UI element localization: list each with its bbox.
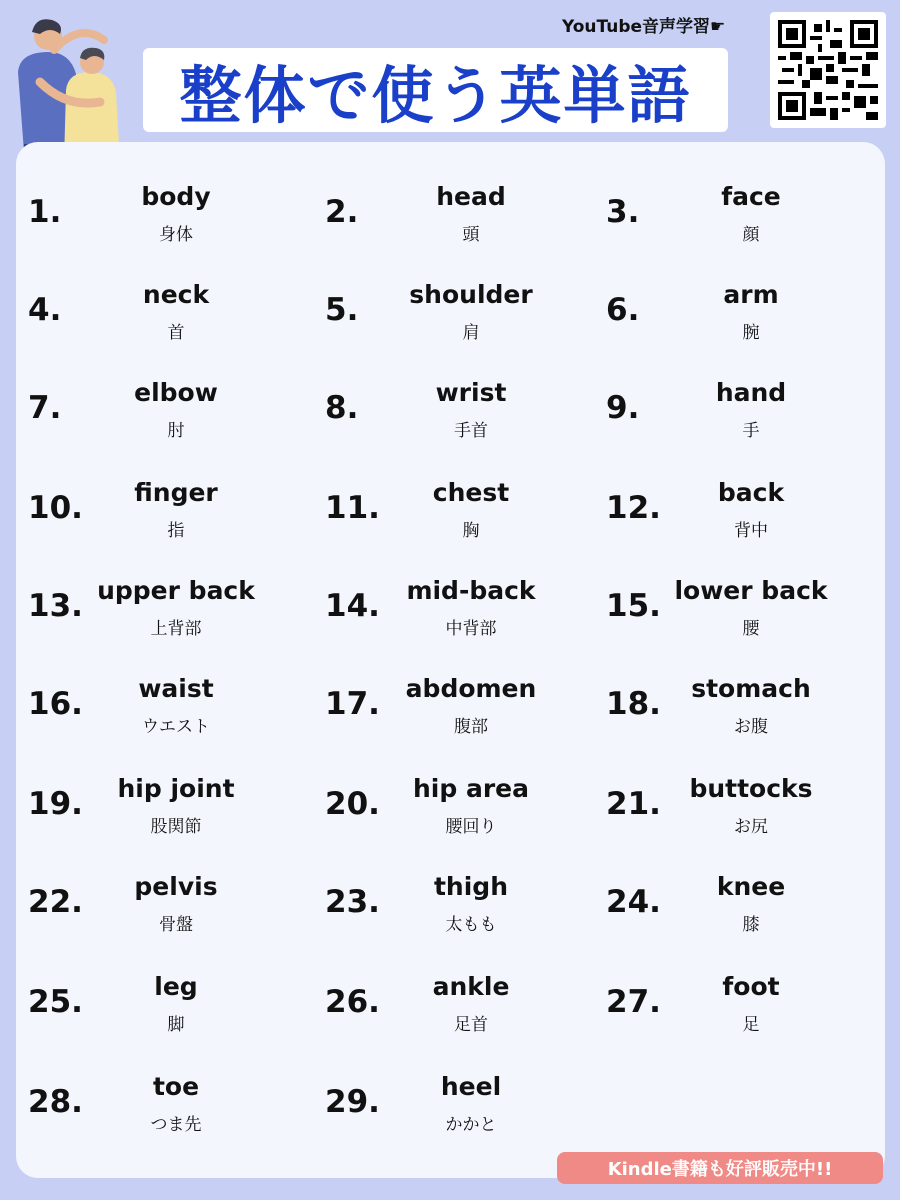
vocab-number: 25. xyxy=(28,984,83,1020)
vocab-number: 27. xyxy=(606,984,661,1020)
vocab-japanese-meaning: 手首 xyxy=(454,421,488,441)
vocab-entry xyxy=(28,180,308,260)
vocab-japanese-meaning: 指 xyxy=(167,521,185,541)
vocab-english-word: thigh xyxy=(433,872,508,901)
vocab-number: 9. xyxy=(606,390,640,426)
vocab-english-word: pelvis xyxy=(134,872,218,901)
vocab-japanese-meaning: ウエスト xyxy=(142,717,210,737)
vocab-number: 19. xyxy=(28,786,83,822)
vocab-japanese-meaning: お腹 xyxy=(734,717,768,737)
vocab-entry xyxy=(28,476,308,556)
vocab-number: 26. xyxy=(325,984,380,1020)
vocab-number: 29. xyxy=(325,1084,380,1120)
vocab-number: 20. xyxy=(325,786,380,822)
page-title xyxy=(143,48,728,132)
vocab-number: 7. xyxy=(28,390,62,426)
vocab-entry xyxy=(325,970,605,1050)
vocab-english-word: wrist xyxy=(435,378,507,407)
vocab-entry xyxy=(606,772,886,852)
vocab-english-word: hip area xyxy=(413,774,529,803)
vocab-entry xyxy=(325,376,605,456)
vocab-number: 17. xyxy=(325,686,380,722)
vocab-english-word: shoulder xyxy=(409,280,533,309)
vocab-number: 15. xyxy=(606,588,661,624)
vocab-entry xyxy=(325,476,605,556)
vocab-english-word: mid-back xyxy=(406,576,536,605)
vocab-number: 23. xyxy=(325,884,380,920)
vocab-japanese-meaning: 足 xyxy=(742,1015,760,1035)
vocab-entry xyxy=(325,278,605,358)
vocab-japanese-meaning: 手 xyxy=(742,421,760,441)
vocab-japanese-meaning: 骨盤 xyxy=(159,915,193,935)
vocab-entry xyxy=(325,870,605,950)
vocab-entry xyxy=(606,278,886,358)
vocab-entry xyxy=(28,970,308,1050)
vocab-english-word: lower back xyxy=(674,576,828,605)
vocab-japanese-meaning: 背中 xyxy=(734,521,768,541)
vocab-japanese-meaning: 首 xyxy=(167,323,185,343)
vocab-entry xyxy=(28,772,308,852)
vocab-number: 14. xyxy=(325,588,380,624)
vocab-english-word: stomach xyxy=(691,674,811,703)
vocab-number: 11. xyxy=(325,490,380,526)
vocab-number: 1. xyxy=(28,194,62,230)
kindle-promo-text: Kindle書籍も好評販売中!! xyxy=(607,1159,833,1180)
vocab-japanese-meaning: お尻 xyxy=(734,817,768,837)
vocab-japanese-meaning: 頭 xyxy=(462,225,480,245)
vocab-english-word: toe xyxy=(152,1072,200,1101)
vocab-japanese-meaning: 腹部 xyxy=(454,717,488,737)
vocab-entry xyxy=(28,376,308,456)
vocab-japanese-meaning: 太もも xyxy=(445,915,497,935)
vocab-english-word: hand xyxy=(715,378,787,407)
vocab-entry xyxy=(28,278,308,358)
vocab-number: 18. xyxy=(606,686,661,722)
vocab-english-word: knee xyxy=(716,872,786,901)
vocab-entry xyxy=(325,574,605,654)
header xyxy=(0,0,900,160)
vocab-number: 10. xyxy=(28,490,83,526)
vocab-entry xyxy=(606,870,886,950)
vocab-japanese-meaning: 腕 xyxy=(742,323,760,343)
vocab-number: 24. xyxy=(606,884,661,920)
vocab-number: 22. xyxy=(28,884,83,920)
vocab-japanese-meaning: 肩 xyxy=(462,323,480,343)
vocab-japanese-meaning: 足首 xyxy=(454,1015,488,1035)
vocab-entry xyxy=(606,180,886,260)
vocab-japanese-meaning: 顔 xyxy=(742,225,760,245)
vocab-entry xyxy=(325,180,605,260)
vocab-english-word: head xyxy=(436,182,506,211)
vocab-entry xyxy=(606,672,886,752)
vocab-english-word: upper back xyxy=(97,576,255,605)
vocab-entry xyxy=(325,672,605,752)
vocab-english-word: elbow xyxy=(134,378,218,407)
vocab-english-word: chest xyxy=(432,478,510,507)
vocab-japanese-meaning: 上背部 xyxy=(150,619,202,639)
vocab-english-word: back xyxy=(717,478,785,507)
vocab-number: 4. xyxy=(28,292,62,328)
vocab-english-word: body xyxy=(141,182,211,211)
vocab-entry xyxy=(28,1070,308,1150)
vocab-english-word: foot xyxy=(722,972,780,1001)
vocab-english-word: abdomen xyxy=(405,674,537,703)
vocab-japanese-meaning: 胸 xyxy=(462,521,480,541)
vocab-entry xyxy=(606,476,886,556)
vocab-entry xyxy=(325,772,605,852)
page-title-text: 整体で使う英単語 xyxy=(179,58,692,132)
vocab-japanese-meaning: 脚 xyxy=(167,1015,185,1035)
vocab-entry xyxy=(606,574,886,654)
vocab-english-word: arm xyxy=(723,280,779,309)
vocab-number: 2. xyxy=(325,194,359,230)
vocab-number: 6. xyxy=(606,292,640,328)
vocab-number: 21. xyxy=(606,786,661,822)
vocab-japanese-meaning: 腰 xyxy=(742,619,760,639)
vocab-english-word: leg xyxy=(154,972,198,1001)
vocab-english-word: finger xyxy=(134,478,218,507)
youtube-audio-label: YouTube音声学習☛ xyxy=(562,17,726,37)
vocab-japanese-meaning: つま先 xyxy=(150,1115,202,1135)
vocab-japanese-meaning: 腰回り xyxy=(445,817,497,837)
vocab-number: 3. xyxy=(606,194,640,230)
vocab-english-word: waist xyxy=(138,674,214,703)
vocab-number: 12. xyxy=(606,490,661,526)
vocab-japanese-meaning: 股関節 xyxy=(150,817,202,837)
vocab-number: 16. xyxy=(28,686,83,722)
vocab-english-word: heel xyxy=(440,1072,502,1101)
vocabulary-card xyxy=(16,142,885,1178)
vocab-japanese-meaning: 中背部 xyxy=(445,619,497,639)
vocab-japanese-meaning: 肘 xyxy=(167,421,185,441)
vocab-entry xyxy=(606,376,886,456)
vocab-japanese-meaning: かかと xyxy=(445,1115,497,1135)
qr-code-icon xyxy=(778,20,878,120)
vocab-japanese-meaning: 身体 xyxy=(159,225,193,245)
vocab-number: 8. xyxy=(325,390,359,426)
vocab-entry xyxy=(28,870,308,950)
vocab-english-word: hip joint xyxy=(117,774,235,803)
vocab-entry xyxy=(28,672,308,752)
qr-code[interactable] xyxy=(770,12,886,128)
vocab-japanese-meaning: 膝 xyxy=(742,915,760,935)
kindle-promo-badge[interactable] xyxy=(557,1152,883,1184)
vocab-entry xyxy=(325,1070,605,1150)
vocab-entry xyxy=(28,574,308,654)
vocab-number: 28. xyxy=(28,1084,83,1120)
vocab-entry xyxy=(606,970,886,1050)
vocab-number: 5. xyxy=(325,292,359,328)
vocab-english-word: neck xyxy=(142,280,210,309)
vocab-english-word: buttocks xyxy=(689,774,813,803)
vocab-english-word: ankle xyxy=(432,972,510,1001)
vocab-english-word: face xyxy=(721,182,781,211)
vocab-number: 13. xyxy=(28,588,83,624)
